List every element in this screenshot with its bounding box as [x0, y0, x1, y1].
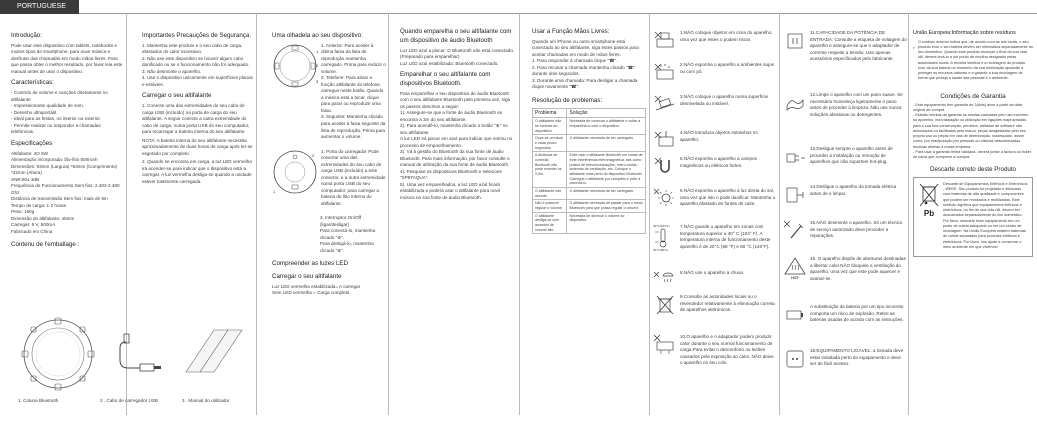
column-pairing: [400, 28, 516, 418]
column-divider: [908, 13, 909, 415]
warning-item: 11.CAPACIDADE DA POTÊNCIA DE ENTRADA: Consulte a etiqueta de voltagem do aparelho e assegure-se que o adaptador de corrente respeite a tensão. Use apenas acessórios especificados pelo fabricante.: [810, 30, 907, 62]
controls-description: 1. Anterior: Para aceder à última faixa da lista de reprodução mantenha carregado. Prima para reduzir o volume. 2. Telefone: Para ativar a função altifalante do telefone, carregue neste botão. Quando a música está a tocar, clique para parar ou reproduzir uma faixa. 3. Seguinte: Mantenha clicado para aceder à faixa seguinte da lista de reprodução. Prima para aumentar o volume.: [321, 42, 386, 140]
table-row: [533, 212, 646, 234]
feature-item: - Impressionante qualidade de som.: [11, 103, 85, 109]
caption-speaker: 1. Coluna Bluetooth: [18, 398, 59, 403]
eu-waste-text: O símbolo anterior indica que, de acordo com as leis locais, o seu produto e/ou o seu bateria devem ser eliminados separadamente do lixo doméstico. Quando este produto alcançar o final da sua vida útil, deverá levá-lo a um ponto de recolha designado pelas autoridades locais. A recolha seletiva e a reciclagem do produto e/ou da sua bateria no momento da sua eliminação ajudarão a proteger os recursos naturais e a garantir a sua reciclagem de forma que proteja a saúde das pessoas e o ambiente.: [917, 39, 1033, 81]
charging-led-text: Luz LED vermelha estabilizada= A carregar Sem LED vermelha = Carga completa: [272, 283, 361, 296]
column-warnings-b: [783, 30, 907, 426]
solution-cell: Evite usar o altifalante Bluetooth em zonas de forte interferência eletromagnética, tais como postos de telecomunicações, micro-ondas, sistemas de ventilação, etc. Coloque o altifalante mais perto do dispositivo Bluetooth. Carregue o altifalante por completo e volte a conectá-lo.: [567, 152, 646, 188]
features-title: Características:: [11, 79, 54, 87]
no-objects-on-top-icon: [653, 30, 677, 50]
hot-vent-icon: [783, 256, 807, 281]
warning-item: 2.NÃO exponha o aparelho a ambientes sujos ou com pó.: [680, 62, 774, 74]
warning-item: A substituição da bateria por um tipo incorreto comporta um risco de explosão. Retire as baterias usadas de acordo com as instruções.: [810, 304, 904, 323]
warning-item: 6.NÃO exponha o aparelho à luz direta do sol, uma vez que isto o pode danificar. Mantenha o aparelho afastado de fontes de calor.: [680, 188, 776, 207]
warning-item: 5.NÃO exponha o aparelho a campos magnéticos ou elétricos fortes.: [680, 156, 757, 168]
svg-text:2: 2: [316, 62, 319, 68]
warning-item: 8.NÃO use o aparelho à chuva.: [680, 270, 745, 275]
thermometer-icon: [653, 228, 673, 248]
charge-note: NOTA: A bateria interna do seu altifalante necessita aproximadamente de duas horas de carga após ter-se esgotado por completo.: [142, 137, 253, 156]
table-header-row: [533, 108, 646, 118]
warning-item: 3.NÃO coloque o aparelho numa superfície desnivelada ou instável.: [680, 94, 769, 106]
pair-title: Quando emparelha o seu altifalante com um dispositivo de áudio Bluetooth: [400, 28, 512, 44]
power-input-icon: [783, 30, 807, 52]
specs-title: Especificações: [11, 139, 53, 147]
spec-item: Dimensão do altifalante: 45mm: [11, 215, 75, 221]
problem-cell: Não é possível regular o volume.: [533, 200, 567, 212]
column-warnings-a: [653, 30, 777, 426]
crossed-bin-icon: [913, 40, 915, 56]
table-row: [533, 200, 646, 212]
intro-title: Introdução:: [11, 32, 42, 39]
table-row: [533, 152, 646, 188]
speaker-drawing: [14, 314, 254, 394]
recycle-title: Descarte correto deste Produto: [930, 166, 1016, 174]
svg-text:1: 1: [316, 48, 319, 54]
unplug-icon: [783, 146, 807, 168]
problem-cell: A distância de conexão Bluetooth não pode exceder os 9,5m.: [533, 152, 567, 188]
pb-label: Pb: [923, 209, 935, 219]
no-sunlight-icon: [653, 188, 677, 208]
svg-text:1: 1: [273, 188, 276, 194]
charge-step: 2. Quando se encontra em carga, a luz LED vermelha irá acender-se para indicar que o dispositivo está a carregar. A luz vermelha desliga-se quando a unidade estiver totalmente carregada.: [142, 159, 252, 184]
svg-text:3: 3: [316, 78, 319, 84]
intro-text: Pode usar este dispositivo com tablets, notebooks e muitos tipos de smartphone, para ouvir música e desfrutar das chamadas em modo mãos-livres. Para que possa obter o melhor resultado, por favor leia este manual antes de usar o dispositivo.: [11, 42, 123, 74]
feature-item: - Permite realizar ou responder a chamadas telefónicas.: [11, 122, 101, 135]
safety-item: 3. Não desmonte o aparelho.: [142, 68, 202, 74]
language-tab: PORTUGUESE: [0, 0, 79, 14]
column-handsfree: [532, 28, 646, 418]
column-header: Solução: [567, 108, 646, 118]
pair-led-text: Luz LED azul a piscar: O Bluetooth não está conectado. (Preparado para emparelhar) Luz LED azul estabilizada: Bluetooth conectado.: [400, 47, 515, 66]
pair2-title: Emparelhar o seu altifalante com dispositivos Bluetooth.: [400, 71, 491, 87]
cleaning-cloth-icon: [783, 92, 807, 114]
troubleshoot-title: Resolução de problemas:: [532, 96, 603, 104]
problem-cell: Ouve-se um sinal e cada pouco segundos.: [533, 135, 567, 152]
charge-step: 1. Conecte uma das extremidades do seu cabo de carga USB (incluído) na porta de carga do seu altifalante. A seguir conecte a outra extremidade do cabo de carga, numa porta USB do seu computador, para recarregar a bateria interna do seu altifalante.: [142, 103, 250, 135]
solution-cell: O altifalante necessita de ser carregado.: [567, 187, 646, 199]
feature-item: - Desenho ultraportátil.: [11, 109, 58, 115]
warning-item: 7.NÃO guarde o aparelho em zonas com temperatura superior a 40° C (104° F). A temperatura interna de funcionamento deste aparelho é de 20°C (68 °F) e 60 °C (140°F).: [680, 224, 771, 249]
temperature-range-icon: [653, 224, 677, 253]
solution-cell: O altifalante necessita de ser carregado.: [567, 135, 646, 152]
warning-item: 9.Consulte as autoridades locais ou o revendedor relativamente à eliminação correta de aparelhos eletrónicos.: [680, 294, 775, 313]
warning-item: 18.EQUIPAMENTO LIGÁVEL: a tomada deve estar instalada perto do equipamento e deve ser de fácil acesso.: [810, 348, 904, 367]
no-disassemble-icon: [783, 220, 807, 242]
pair2-steps: Para emparelhar o seu dispositivo de áudio Bluetooth com o seu altifalante Bluetooth pela primeira vez, siga os passos descritos a seguir: 1). Assegure-se que a fonte de áudio Bluetooth se encontra a 3m do seu altifalante. 2). Para acendê-lo, mantenha clicado o botão "⊕" no seu altifalante. A luz LED irá piscar em azul para indicar que entrou no processo de emparelhamento. 3). Vá à gestão do Bluetooth da sua fonte de áudio Bluetooth. Para mais informação, por favor consulte o manual de utilização da sua fonte de áudio Bluetooth. 4). Pesquise os dispositivos Bluetooth e selecione "SP8TAQUA". 5). Uma vez emparelhados, a luz LED azul ficará estabilizada e poderá usar o altifalante para ouvir música na sua fonte de áudio Bluetooth.: [400, 90, 513, 200]
spec-item: Fabricado em China: [11, 228, 53, 234]
battery-icon: [783, 304, 807, 326]
warning-item: 10.O aparelho e o adaptador podem produzir calor durante o seu normal funcionamento de carga.Para evitar o desconforto ou lesões causados pela exposição ao calor, NÃO deixe o aparelho no seu colo.: [680, 334, 774, 366]
spec-item: Distância de transmissão Sem fios: mais de 9m: [11, 196, 108, 202]
plug-socket-icon: [783, 184, 807, 206]
weee-bin-icon: [653, 294, 677, 316]
table-row: [533, 135, 646, 152]
solution-cell: Necessita de conectar o altifalante e voltar a emparelhá-lo com o dispositivo.: [567, 118, 646, 135]
spec-item: SNR:80± 3dB: [11, 176, 40, 182]
warning-item: 12.Limpe o aparelho com um pano suave. Se necessário humedeça ligeiramente o pano antes de proceder à limpeza. Não use nunca soluções abrasivas ou detergentes.: [810, 92, 903, 117]
troubleshoot-table: [532, 108, 646, 235]
safety-item: 2. Não use este dispositivo se houver algum cabo danificado ou se o funcionamento não for adequado.: [142, 55, 250, 68]
safety-item: 4. Use o dispositivo unicamente em superfícies planas e estáveis.: [142, 75, 253, 87]
table-row: [533, 187, 646, 199]
no-lap-icon: [653, 334, 677, 356]
spec-item: Carregar: 5 V, 500mA: [11, 222, 56, 228]
column-divider: [649, 13, 650, 415]
recycle-box: [913, 177, 1033, 257]
port-description: 1. Porta do carregador Pode conectar uma das extremidades do seu cabo de carga USB (incluído) a este conector, e a outra extremidade numa porta USB do seu computador, para carregar a bateria de lítio interno do altifalante.: [321, 148, 386, 206]
speaker-front-diagram: [272, 43, 318, 89]
column-header: Problema: [533, 108, 567, 118]
solution-cell: O altifalante necessita de passar para o modo Bluetooth para que possa regular o volume.: [567, 200, 646, 212]
warning-item: 16. O aparelho dispõe de aberturas destinadas a libertar calor.NÃO bloqueie a ventilação do aparelho, uma vez que este pode aquecer e avariar-se.: [810, 256, 906, 281]
warranty-text: - Esta equipamento tem garantia de 2(dois) anos a partir da data original de compra. - Estarão isentas da garantia as avarias causadas pelo uso incorreto do aparelho, má instalação ou utilização em ligações inapropriadas para a sua boa conservação, perdidos, aditados de software não autorizados ou facilitados pela marca, peças desgastadas pelo seu próprio uso ou peças em vias de deterioração, inadequado, assim como, por manipulação por pessoas ou oficinas desautorizadas técnicas alheias à nossa empresa. - Para usar a garantia tenha validada, deverá juntar a factura ou ticket de caixa que comprove a compra.: [913, 102, 1031, 159]
warning-item: 4.NÃO introduza objetos estranhos no aparelho.: [680, 130, 758, 142]
spec-item: Peso: 160g: [11, 209, 35, 215]
column-safety: [142, 28, 254, 318]
column-overview: [272, 28, 386, 423]
switch-description: Para conectá-lo, mantenha clicado "⊕". Para desligá-lo, mantenha clicado "⊕".: [320, 228, 376, 253]
package-illustration: [14, 314, 254, 394]
column-divider: [256, 13, 257, 415]
column-divider: [779, 13, 780, 415]
column-divider: [519, 13, 520, 415]
handsfree-title: Usar a Função Mãos Livres:: [532, 28, 610, 35]
temp-high-label: 40°C(104°F): [653, 224, 670, 228]
warning-item: 1.NÃO coloque objetos em cima do aparelho, uma vez que estes o podem riscar.: [680, 30, 773, 42]
table-row: [533, 118, 646, 135]
charging-title: Carregar o seu altifalante: [272, 273, 342, 281]
weee-pb-icon: [918, 182, 940, 219]
spec-item: Frequência de Funcionamento Sem fios: 2.402-2.480 Ghz: [11, 183, 120, 195]
column-divider: [388, 13, 389, 415]
spec-item: Dimensões: 93mm (Largura) *93mm (Comprimento) *42mm (Altura): [11, 163, 118, 176]
switch-title: 2. Interruptor On/Off (ligar/desligar): [320, 215, 362, 227]
led-title: Compreender as luzes LED: [272, 260, 349, 268]
feature-item: - Controlo de volume e canções diretamente no altifalante: [11, 90, 108, 102]
eu-waste-title: União Europeia:Informação sobre resíduos: [913, 30, 1016, 36]
charge-title: Carregar o seu altifalante: [142, 92, 212, 100]
caption-cable: 2 . Cabo de carregador USB: [100, 398, 158, 403]
warning-item: 15.NÃO desmonte o aparelho. Só um técnico de serviço autorizado deve proceder a reparações.: [810, 220, 903, 239]
warranty-title: Condições de Garantia: [940, 92, 1006, 100]
contents-title: Contenu de l'emballage :: [11, 241, 80, 249]
warning-item: 14.Desligue o aparelho da tomada elétrica antes de o limpar.: [810, 184, 897, 196]
handsfree-text: Quando um iPhone ou outro smartphone está conectado ao seu altifalante, siga estes passos para aceitar chamadas em modo de mãos livres. 1. Para responder à chamada clique "☎". 2. Para recusar a chamada mantenha clicado "☎" durante dois segundos. 3. Durante uma chamada: Para desligar a chamada clique novamente "☎".: [532, 38, 639, 90]
temp-low-label: 20°C(68°F): [653, 248, 669, 253]
problem-cell: O altifalante não acende.: [533, 187, 567, 199]
feature-item: - Ideal para as festas, no interior ou exterior.: [11, 116, 101, 122]
no-dust-icon: [653, 62, 677, 82]
warning-item: 13.Desligue sempre o aparelho antes de proceder à instalação ou remoção de aparelhos que não suportem hot-plug.: [810, 146, 893, 165]
solution-cell: Necessita de diminuir o volume do dispositivo.: [567, 212, 646, 234]
overview-title: Uma olhadela ao seu dispositivo:: [272, 32, 363, 39]
problem-cell: O altifalante não se conecta ao dispositivo.: [533, 118, 567, 135]
hot-label: HOT: [791, 276, 799, 280]
crossed-wheelie-bin-icon: [918, 182, 940, 208]
spec-item: Tempo de carga: 1-2 horas: [11, 202, 66, 208]
speaker-side-diagram: [272, 149, 318, 195]
header-bar: [0, 0, 1037, 14]
no-rain-icon: [653, 270, 677, 286]
caption-manual: 3 . Manual do utilizador: [182, 398, 230, 403]
safety-title: Importantes Precauções de Segurança:: [142, 32, 252, 39]
no-uneven-surface-icon: [653, 94, 677, 114]
no-foreign-objects-icon: [653, 130, 677, 148]
power-outlet-icon: [783, 348, 807, 370]
column-disposal: [913, 30, 1033, 428]
spec-item: Altifalante: 4O 5W: [11, 150, 49, 156]
problem-cell: O altifalante desliga-se com aumento de volume alto.: [533, 212, 567, 234]
recycle-text: Descarte de Equipamentos Elétricos e Eletrônicos - WEEE. Seu produto foi projetado e fabricado com materiais de alta qualidade e componentes que podem ser reciclados e reutilizados. Este símbolo significa que equipamentos elétricos e eletrônicos, no fim de sua vida útil, devem ser descartados separadamente do lixo doméstico. Por favor, descarte esse equipamento em um posto de coleta adequado ou em um centro de reciclagem. Na União Européia existem sistemas de coleta separados para produtos elétricos e eletrônicos. Por favor, nos ajude a conservar o meio ambiente em que vivemos!: [943, 182, 1028, 249]
spec-item: Alimentação incorporada: lão-lítio 600mAh: [11, 157, 98, 163]
safety-item: 1. Mantenha este produto e o seu cabo de carga, afastados do calor excessivo.: [142, 42, 243, 55]
no-magnetic-field-icon: [653, 156, 677, 176]
svg-text:2: 2: [312, 152, 315, 158]
